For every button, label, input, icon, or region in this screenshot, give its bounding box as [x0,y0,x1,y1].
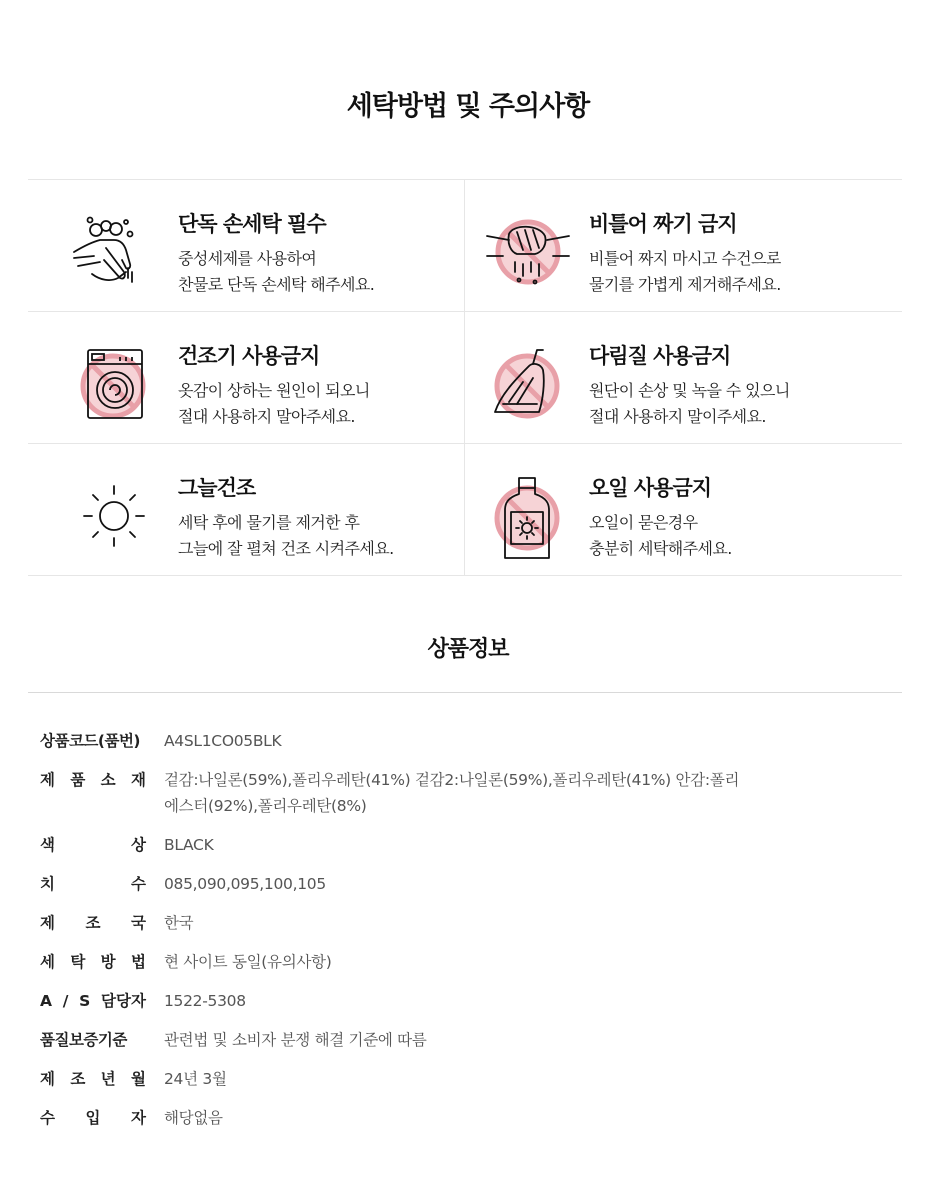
info-label-char: 상 [131,836,146,854]
care-text [178,340,370,430]
care-row [28,312,902,444]
info-label-char: 제 [40,771,55,789]
info-label-char: 제 [40,914,55,932]
care-desc-line: 원단이 손상 및 녹을 수 있으니 [589,381,790,400]
care-desc-line: 세탁 후에 물기를 제거한 후 [178,513,360,532]
info-value-line: 겉감:나일론(59%),폴리우레탄(41%) 겉감2:나일론(59%),폴리우레탄(41%) 안감:폴리 [164,771,740,789]
info-row-material [40,767,890,819]
info-label-char: 재 [130,771,146,789]
info-label-char: 소 [100,771,116,789]
care-item-no-wring [465,180,902,311]
info-label [40,767,164,819]
info-label-char: 색 [40,836,55,854]
info-label-char: 방 [100,953,116,971]
care-desc-line: 절대 사용하지 말아주세요. [178,407,355,426]
info-label: 상품코드(품번) [40,732,141,750]
care-desc-line: 충분히 세탁해주세요. [589,539,732,558]
info-value: 085,090,095,100,105 [164,875,326,893]
care-desc-line: 절대 사용하지 말이주세요. [589,407,766,426]
info-label-char: 자 [131,1109,146,1127]
info-label-char: 조 [85,914,101,932]
care-desc-line: 물기를 가볍게 제거해주세요. [589,275,781,294]
info-label-char: 치 [40,875,55,893]
info-label-char: 년 [100,1070,116,1088]
care-row [28,180,902,312]
care-desc-line: 중성세제를 사용하여 [178,249,317,268]
care-title: 비틀어 짜기 금지 [589,212,737,236]
info-label [40,871,164,897]
page-title: 세탁방법 및 주의사항 [346,91,590,122]
care-title: 다림질 사용금지 [589,344,731,368]
care-item-shade-dry [28,444,465,575]
info-label-char: 법 [130,953,146,971]
info-label-char: 세 [40,953,55,971]
divider [28,692,902,693]
info-label-char: 입 [85,1109,101,1127]
care-text [589,208,781,298]
info-label [40,1105,164,1131]
hand-wash-icon [66,210,156,300]
no-oil-icon [483,474,573,564]
info-row-code [40,728,890,754]
info-row-date [40,1066,890,1092]
care-desc-line: 그늘에 잘 펼쳐 건조 시켜주세요. [178,539,394,558]
info-row-country [40,910,890,936]
no-wring-icon [483,210,573,300]
care-desc-line: 찬물로 단독 손세탁 해주세요. [178,275,375,294]
care-row [28,444,902,576]
info-label-char: 국 [131,914,146,932]
info-row-size [40,871,890,897]
info-value-line: 에스터(92%),폴리우레탄(8%) [164,797,367,815]
product-info-table [40,728,890,1144]
info-label-char: 담당자 [101,992,146,1010]
care-title: 오일 사용금지 [589,476,712,500]
info-label-char: 월 [130,1070,146,1088]
care-item-no-dryer [28,312,465,443]
info-value: 해당없음 [164,1109,223,1127]
info-label-char: 품 [70,771,86,789]
info-label-char: / [62,992,69,1010]
info-value [164,767,739,819]
sun-icon [66,474,156,564]
info-label-char: 수 [40,1109,55,1127]
info-label-char: 조 [70,1070,86,1088]
care-item-no-iron [465,312,902,443]
info-value: BLACK [164,836,214,854]
care-instructions-grid [28,179,902,576]
info-label [40,1066,164,1092]
care-title: 그늘건조 [178,476,256,500]
info-value: 한국 [164,914,194,932]
care-text [178,208,374,298]
info-label-char: 제 [40,1070,55,1088]
care-desc-line: 옷감이 상하는 원인이 되오니 [178,381,370,400]
info-row-wash [40,949,890,975]
info-value: 1522-5308 [164,992,246,1010]
info-row-importer [40,1105,890,1131]
info-row-as [40,988,890,1014]
care-item-no-oil [465,444,902,575]
info-value: 24년 3월 [164,1070,227,1088]
care-desc-line: 오일이 묻은경우 [589,513,698,532]
care-desc-line: 비틀어 짜지 마시고 수건으로 [589,249,781,268]
care-text [178,472,394,562]
care-text [589,472,732,562]
info-value: 관련법 및 소비자 분쟁 해결 기준에 따름 [164,1031,427,1049]
care-title: 단독 손세탁 필수 [178,212,326,236]
product-info-title: 상품정보 [427,637,509,662]
no-iron-icon [483,342,573,432]
info-label-char: 탁 [70,953,86,971]
care-title: 건조기 사용금지 [178,344,320,368]
info-label-char: A [40,992,52,1010]
info-label [40,949,164,975]
info-value: 현 사이트 동일(유의사항) [164,953,332,971]
care-text [589,340,790,430]
info-label-char: S [79,992,91,1010]
info-label [40,910,164,936]
info-row-warranty [40,1027,890,1053]
info-label: 품질보증기준 [40,1031,127,1049]
info-label [40,832,164,858]
info-value: A4SL1CO05BLK [164,732,282,750]
info-label-char: 수 [131,875,146,893]
info-row-color [40,832,890,858]
no-dryer-icon [66,342,156,432]
info-label [40,988,164,1014]
care-item-hand-wash [28,180,465,311]
